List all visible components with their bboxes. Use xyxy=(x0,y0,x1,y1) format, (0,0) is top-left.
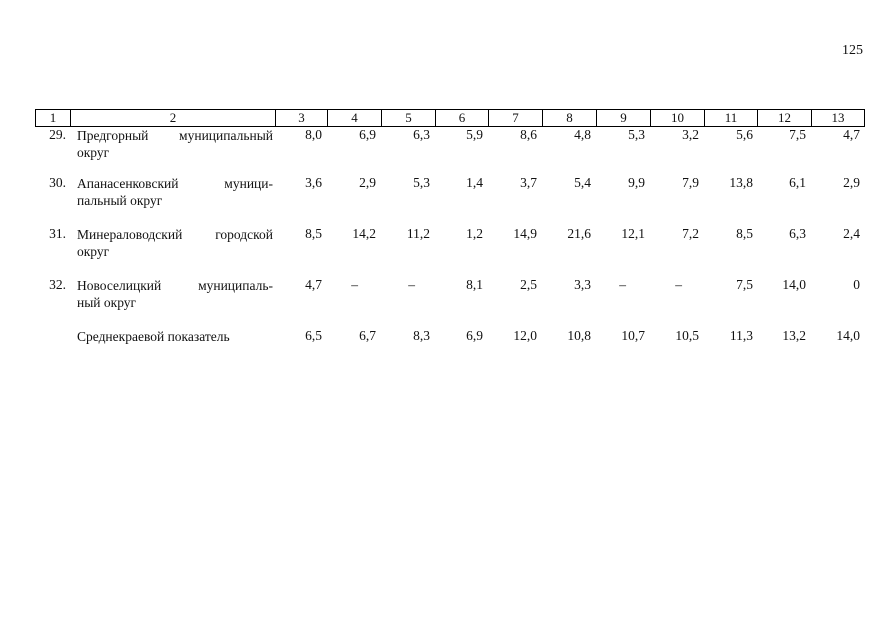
header-cell: 6 xyxy=(435,109,489,127)
table-row xyxy=(0,226,896,266)
value-cell: 7,9 xyxy=(682,175,699,190)
value-cell: 14,9 xyxy=(513,226,537,241)
value-cell: 9,9 xyxy=(628,175,645,190)
value-cell: 0 xyxy=(853,277,860,292)
value-cell: 14,0 xyxy=(782,277,806,292)
value-cell: 4,8 xyxy=(574,127,591,142)
value-cell: 7,5 xyxy=(736,277,753,292)
value-cell: – xyxy=(619,277,626,292)
row-index: 30. xyxy=(49,175,66,190)
value-cell: 2,5 xyxy=(520,277,537,292)
header-cell: 12 xyxy=(757,109,812,127)
row-name xyxy=(77,277,273,311)
row-name-line: пальный округ xyxy=(77,193,163,208)
value-cell: 8,3 xyxy=(413,328,430,343)
header-cell: 13 xyxy=(811,109,865,127)
value-cell: 5,4 xyxy=(574,175,591,190)
value-cell: 5,6 xyxy=(736,127,753,142)
value-cell: 6,3 xyxy=(789,226,806,241)
row-name-line: ный округ xyxy=(77,295,137,310)
row-name xyxy=(77,127,273,161)
value-cell: 6,5 xyxy=(305,328,322,343)
value-cell: 8,1 xyxy=(466,277,483,292)
value-cell: 10,5 xyxy=(675,328,699,343)
value-cell: 11,2 xyxy=(406,226,430,241)
row-name xyxy=(77,226,273,260)
header-cell: 8 xyxy=(542,109,597,127)
table-row xyxy=(0,127,896,167)
value-cell: 8,0 xyxy=(305,127,322,142)
value-cell: 4,7 xyxy=(305,277,322,292)
value-cell: 6,9 xyxy=(466,328,483,343)
header-cell: 1 xyxy=(35,109,71,127)
row-index: 32. xyxy=(49,277,66,292)
row-name-line: Среднекраевой показатель xyxy=(77,329,230,344)
value-cell: 1,2 xyxy=(466,226,483,241)
row-name-line: округ xyxy=(77,145,110,160)
value-cell: 3,3 xyxy=(574,277,591,292)
header-cell: 5 xyxy=(381,109,436,127)
value-cell: 1,4 xyxy=(466,175,483,190)
value-cell: 8,5 xyxy=(305,226,322,241)
value-cell: 2,9 xyxy=(359,175,376,190)
header-cell: 3 xyxy=(275,109,328,127)
value-cell: 8,5 xyxy=(736,226,753,241)
value-cell: 3,2 xyxy=(682,127,699,142)
value-cell: – xyxy=(408,277,415,292)
header-cell: 7 xyxy=(488,109,543,127)
value-cell: 14,2 xyxy=(352,226,376,241)
value-cell: 13,8 xyxy=(729,175,753,190)
value-cell: 10,8 xyxy=(567,328,591,343)
header-cell: 4 xyxy=(327,109,382,127)
value-cell: 12,0 xyxy=(513,328,537,343)
value-cell: 6,9 xyxy=(359,127,376,142)
row-index: 29. xyxy=(49,127,66,142)
table-row-average xyxy=(0,328,896,368)
value-cell: 13,2 xyxy=(782,328,806,343)
row-name xyxy=(77,175,273,209)
value-cell: 6,1 xyxy=(789,175,806,190)
value-cell: 5,3 xyxy=(413,175,430,190)
value-cell: – xyxy=(351,277,358,292)
value-cell: 2,4 xyxy=(843,226,860,241)
value-cell: 5,3 xyxy=(628,127,645,142)
value-cell: 7,2 xyxy=(682,226,699,241)
value-cell: 5,9 xyxy=(466,127,483,142)
row-name-line: Новоселицкий муниципаль- xyxy=(77,278,273,293)
value-cell: 14,0 xyxy=(836,328,860,343)
value-cell: – xyxy=(675,277,682,292)
header-cell: 2 xyxy=(70,109,276,127)
value-cell: 10,7 xyxy=(621,328,645,343)
row-index: 31. xyxy=(49,226,66,241)
table-row xyxy=(0,277,896,317)
value-cell: 21,6 xyxy=(567,226,591,241)
row-name-line: Апанасенковский муници- xyxy=(77,176,273,191)
row-name-line: Минераловодский городской xyxy=(77,227,273,242)
value-cell: 6,7 xyxy=(359,328,376,343)
header-cell: 11 xyxy=(704,109,758,127)
value-cell: 8,6 xyxy=(520,127,537,142)
header-cell: 9 xyxy=(596,109,651,127)
value-cell: 12,1 xyxy=(621,226,645,241)
value-cell: 3,7 xyxy=(520,175,537,190)
page-number: 125 xyxy=(842,43,863,58)
header-cell: 10 xyxy=(650,109,705,127)
value-cell: 6,3 xyxy=(413,127,430,142)
value-cell: 7,5 xyxy=(789,127,806,142)
row-name-line: округ xyxy=(77,244,110,259)
value-cell: 4,7 xyxy=(843,127,860,142)
table-row xyxy=(0,175,896,215)
value-cell: 2,9 xyxy=(843,175,860,190)
row-name-line: Предгорный муниципальный xyxy=(77,128,273,143)
value-cell: 11,3 xyxy=(729,328,753,343)
value-cell: 3,6 xyxy=(305,175,322,190)
